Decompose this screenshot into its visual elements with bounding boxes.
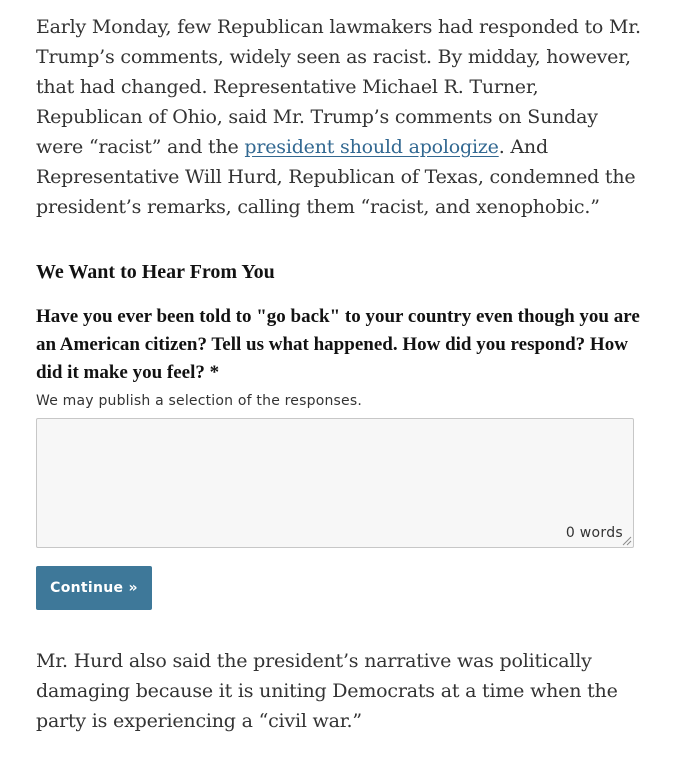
form-heading: We Want to Hear From You [36,261,275,283]
paragraph-text: . And Representative Will Hurd, Republican of Texas, condemned the president’s remarks, calling them “racist, and xenophobic.” [36,136,636,218]
word-count: 0 words [565,525,623,541]
continue-button[interactable]: Continue » [36,566,152,610]
article-paragraph: Mr. Hurd also said the president’s narrative was politically damaging because it is uniting Democrats at a time when the party is experiencing a “civil war.” [36,650,618,732]
article-paragraph [36,12,642,222]
president-should-apologize-link[interactable]: president should apologize [244,136,499,158]
resize-handle-icon[interactable] [621,535,632,546]
response-box [36,418,634,548]
form-note: We may publish a selection of the responses. [36,393,362,409]
paragraph-text: Early Monday, few Republican lawmakers had responded to Mr. Trump’s comments, widely seen as racist. By midday, however, that had changed. Representative Michael R. Turner, Republican of Ohio, said Mr. Trump’s comments on Sunday were “racist” and the [36,16,641,158]
form-question: Have you ever been told to "go back" to your country even though you are an American citizen? Tell us what happened. How did you respond? How did it make you feel? * [36,306,640,383]
response-textarea[interactable] [37,419,633,547]
